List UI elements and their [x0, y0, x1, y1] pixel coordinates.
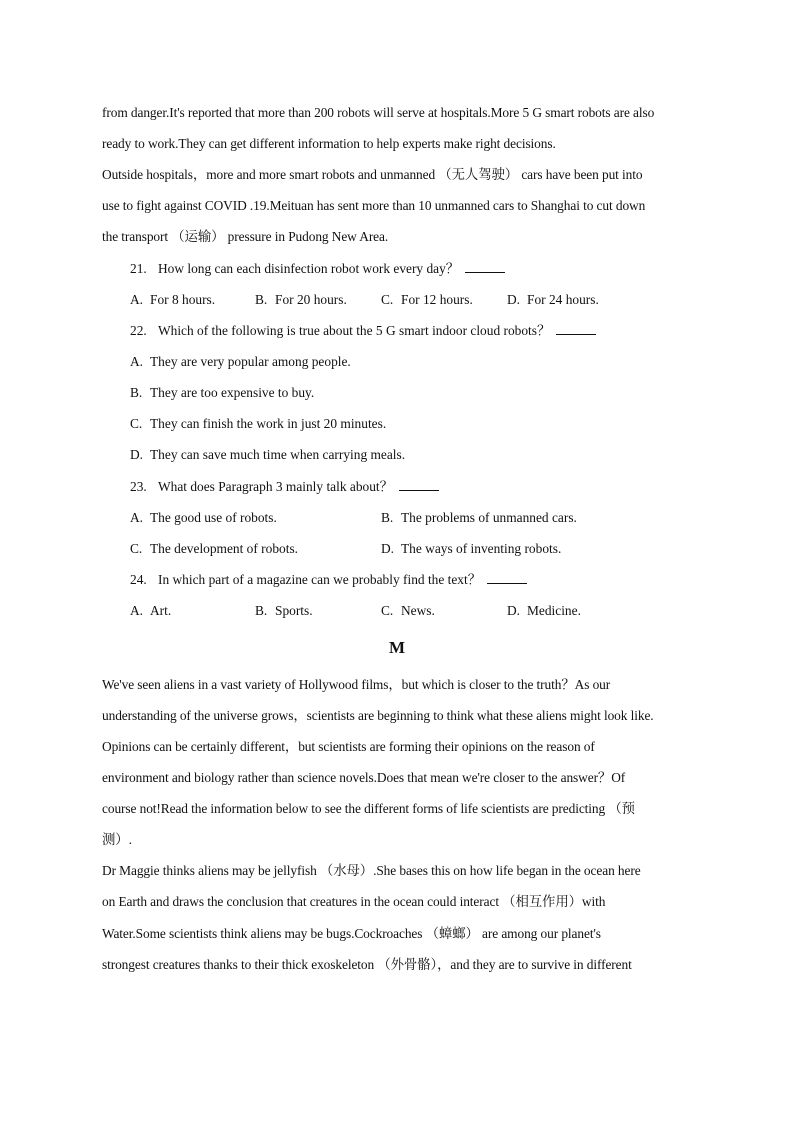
option-letter: D.	[130, 447, 144, 462]
passage-line: 测）.	[102, 832, 132, 847]
passage-line: We've seen aliens in a vast variety of Hollywood films，but which is closer to the truth？As our	[102, 677, 611, 692]
option-letter: A.	[130, 510, 144, 525]
option-24-b[interactable]	[255, 602, 313, 620]
option-22-d[interactable]	[130, 446, 405, 464]
question-number: 21.	[130, 261, 147, 276]
option-24-c[interactable]	[381, 602, 435, 620]
option-text: They are very popular among people.	[150, 354, 351, 369]
option-text: They are too expensive to buy.	[150, 385, 315, 400]
option-23-b[interactable]	[381, 509, 577, 527]
option-text: For 24 hours.	[527, 292, 599, 307]
option-letter: B.	[255, 603, 268, 618]
answer-blank[interactable]	[399, 478, 439, 491]
option-text: The development of robots.	[150, 541, 299, 556]
option-text: They can finish the work in just 20 minutes.	[150, 416, 387, 431]
question-21	[130, 260, 505, 278]
passage-line: Water.Some scientists think aliens may be bugs.Cockroaches （蟑螂） are among our planet's	[102, 926, 601, 941]
option-text: News.	[401, 603, 435, 618]
question-22	[130, 322, 596, 340]
option-letter: D.	[507, 292, 521, 307]
option-letter: B.	[255, 292, 268, 307]
option-letter: C.	[381, 603, 394, 618]
option-21-d[interactable]	[507, 291, 599, 309]
option-text: For 8 hours.	[150, 292, 216, 307]
question-23	[130, 478, 439, 496]
option-24-a[interactable]	[130, 602, 171, 620]
option-22-b[interactable]	[130, 384, 314, 402]
option-21-a[interactable]	[130, 291, 215, 309]
option-letter: B.	[381, 510, 394, 525]
option-letter: D.	[381, 541, 395, 556]
option-text: For 12 hours.	[401, 292, 473, 307]
option-23-d[interactable]	[381, 540, 561, 558]
option-letter: D.	[507, 603, 521, 618]
passage-line: environment and biology rather than science novels.Does that mean we're closer to the answer？Of	[102, 770, 626, 785]
passage-line: on Earth and draws the conclusion that creatures in the ocean could interact （相互作用）with	[102, 894, 606, 909]
option-letter: C.	[381, 292, 394, 307]
option-21-c[interactable]	[381, 291, 473, 309]
option-23-c[interactable]	[130, 540, 298, 558]
answer-blank[interactable]	[556, 322, 596, 335]
option-text: The good use of robots.	[150, 510, 277, 525]
passage-line: from danger.It's reported that more than 200 robots will serve at hospitals.More 5 G smart robots are also	[102, 105, 655, 120]
option-text: For 20 hours.	[275, 292, 347, 307]
passage-line: Dr Maggie thinks aliens may be jellyfish （水母）.She bases this on how life began in the ocean here	[102, 863, 641, 878]
answer-blank[interactable]	[465, 260, 505, 273]
option-text: The ways of inventing robots.	[401, 541, 562, 556]
passage-line: the transport （运输） pressure in Pudong New Area.	[102, 229, 389, 244]
option-text: The problems of unmanned cars.	[401, 510, 577, 525]
question-number: 24.	[130, 572, 147, 587]
question-text: What does Paragraph 3 mainly talk about？	[158, 479, 394, 494]
passage-line: Outside hospitals，more and more smart robots and unmanned （无人驾驶） cars have been put into	[102, 167, 643, 182]
option-22-a[interactable]	[130, 353, 351, 371]
option-letter: C.	[130, 416, 143, 431]
option-letter: A.	[130, 603, 144, 618]
option-letter: C.	[130, 541, 143, 556]
option-text: They can save much time when carrying meals.	[150, 447, 406, 462]
question-number: 23.	[130, 479, 147, 494]
question-text: Which of the following is true about the 5 G smart indoor cloud robots？	[158, 323, 551, 338]
passage-line: ready to work.They can get different information to help experts make right decisions.	[102, 136, 556, 151]
question-text: In which part of a magazine can we probably find the text？	[158, 572, 482, 587]
option-24-d[interactable]	[507, 602, 581, 620]
question-24	[130, 571, 527, 589]
passage-line: Opinions can be certainly different，but scientists are forming their opinions on the reason of	[102, 739, 595, 754]
passage-line: use to fight against COVID .19.Meituan has sent more than 10 unmanned cars to Shanghai to cut down	[102, 198, 646, 213]
option-text: Art.	[150, 603, 172, 618]
option-letter: A.	[130, 354, 144, 369]
question-number: 22.	[130, 323, 147, 338]
passage-line: understanding of the universe grows，scientists are beginning to think what these aliens might look like.	[102, 708, 654, 723]
section-title: M	[388, 638, 406, 657]
option-21-b[interactable]	[255, 291, 347, 309]
answer-blank[interactable]	[487, 571, 527, 584]
option-23-a[interactable]	[130, 509, 277, 527]
option-22-c[interactable]	[130, 415, 386, 433]
option-text: Medicine.	[527, 603, 581, 618]
passage-line: strongest creatures thanks to their thick exoskeleton （外骨骼），and they are to survive in different	[102, 957, 632, 972]
option-letter: B.	[130, 385, 143, 400]
option-letter: A.	[130, 292, 144, 307]
question-text: How long can each disinfection robot work every day？	[158, 261, 460, 276]
passage-line: course not!Read the information below to see the different forms of life scientists are predicting （预	[102, 801, 635, 816]
option-text: Sports.	[275, 603, 313, 618]
